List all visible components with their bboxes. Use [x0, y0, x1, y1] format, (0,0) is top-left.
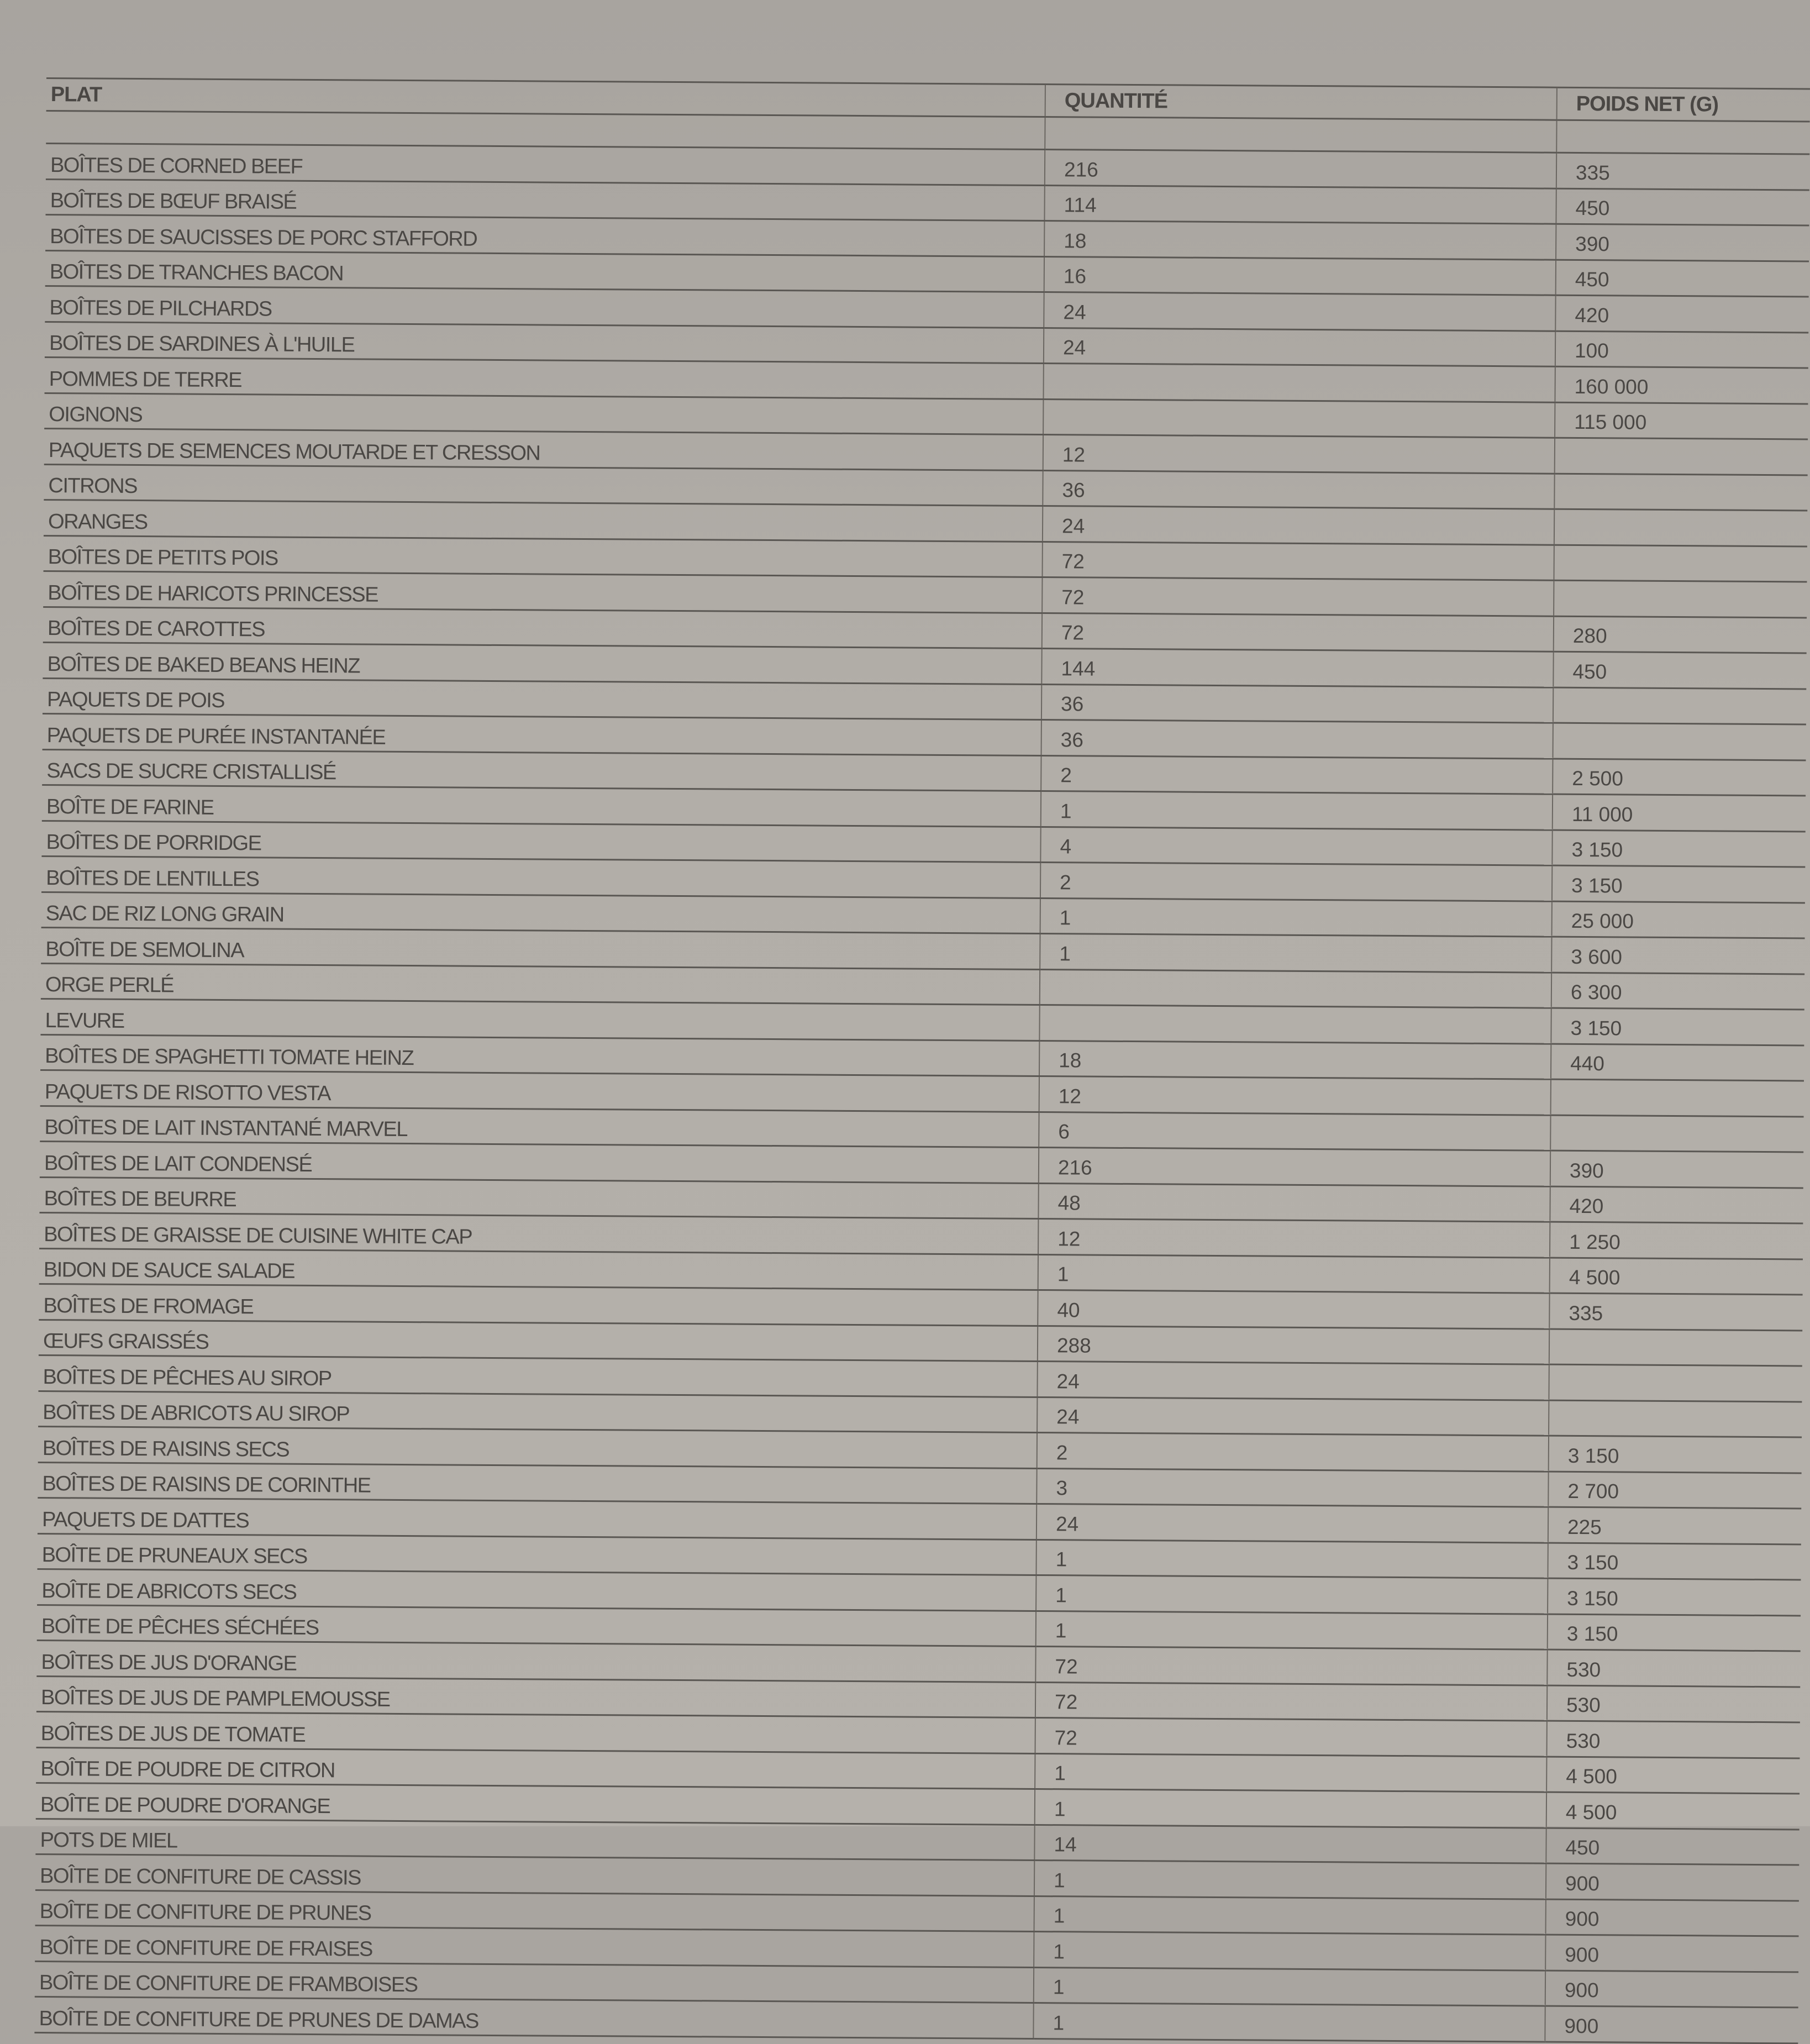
- cell-plat: BOÎTE DE CONFITURE DE PRUNES DE DAMAS: [34, 1996, 1033, 2038]
- cell-plat: BOÎTES DE BAKED BEANS HEINZ: [43, 642, 1041, 684]
- cell-quantite: 2: [1041, 755, 1553, 794]
- cell-quantite: 16: [1044, 256, 1556, 295]
- cell-poids: 3 600: [1551, 937, 1804, 974]
- cell-quantite: 1: [1036, 1575, 1548, 1614]
- cell-quantite: 24: [1044, 328, 1555, 366]
- cell-quantite: 18: [1044, 221, 1556, 260]
- cell-plat: BOÎTES DE TRANCHES BACON: [45, 250, 1044, 292]
- cell-poids: 3 150: [1548, 1578, 1801, 1615]
- cell-plat: ŒUFS GRAISSÉS: [39, 1320, 1038, 1362]
- cell-quantite: 1: [1034, 1860, 1546, 1899]
- cell-poids: 450: [1556, 188, 1809, 225]
- cell-plat: BOÎTE DE FARINE: [42, 785, 1041, 827]
- cell-poids: 900: [1546, 1863, 1799, 1900]
- cell-poids: 440: [1551, 1044, 1804, 1081]
- cell-quantite: 1: [1035, 1753, 1546, 1792]
- cell-quantite: 24: [1037, 1362, 1549, 1400]
- cell-quantite: 24: [1036, 1504, 1548, 1542]
- cell-quantite: 72: [1035, 1717, 1547, 1756]
- cell-quantite: [1043, 364, 1555, 402]
- cell-poids: 4 500: [1550, 1258, 1803, 1295]
- cell-plat: SAC DE RIZ LONG GRAIN: [41, 892, 1040, 934]
- cell-poids: 335: [1556, 153, 1809, 190]
- cell-quantite: 216: [1039, 1148, 1550, 1186]
- cell-poids: [1554, 545, 1807, 582]
- cell-plat: BOÎTES DE BEURRE: [39, 1177, 1038, 1219]
- cell-quantite: 24: [1037, 1397, 1549, 1436]
- cell-quantite: 40: [1038, 1290, 1549, 1329]
- cell-plat: BOÎTES DE HARICOTS PRINCESSE: [43, 571, 1042, 613]
- cell-plat: BOÎTES DE RAISINS DE CORINTHE: [38, 1462, 1036, 1504]
- cell-poids: [1553, 687, 1806, 724]
- cell-plat: BOÎTES DE LAIT INSTANTANÉ MARVEL: [40, 1106, 1039, 1148]
- cell-quantite: 36: [1043, 470, 1554, 509]
- cell-quantite: [1039, 1005, 1551, 1044]
- cell-plat: PAQUETS DE DATTES: [38, 1497, 1036, 1539]
- cell-poids: 450: [1556, 260, 1809, 297]
- cell-plat: BOÎTES DE FROMAGE: [39, 1284, 1038, 1326]
- cell-plat: BOÎTE DE ABRICOTS SECS: [37, 1569, 1036, 1611]
- cell-poids: 390: [1556, 224, 1809, 261]
- cell-plat: BOÎTES DE PÊCHES AU SIROP: [38, 1355, 1037, 1397]
- cell-plat: BOÎTES DE LENTILLES: [41, 856, 1040, 898]
- cell-poids: 115 000: [1555, 402, 1808, 439]
- table-body: [34, 111, 1809, 2043]
- cell-plat: ORANGES: [44, 500, 1043, 542]
- cell-plat: BOÎTES DE PILCHARDS: [45, 286, 1044, 328]
- cell-plat: POTS DE MIEL: [35, 1819, 1034, 1861]
- cell-plat: BIDON DE SAUCE SALADE: [39, 1248, 1038, 1290]
- cell-quantite: 72: [1043, 542, 1554, 580]
- cell-plat: BOÎTES DE JUS DE TOMATE: [36, 1711, 1035, 1753]
- cell-plat: PAQUETS DE PURÉE INSTANTANÉE: [43, 713, 1041, 755]
- cell-quantite: 72: [1035, 1682, 1547, 1721]
- cell-quantite: 1: [1040, 934, 1551, 973]
- cell-quantite: 2: [1037, 1432, 1549, 1471]
- cell-quantite: 24: [1044, 292, 1555, 331]
- cell-quantite: 1: [1036, 1539, 1548, 1578]
- cell-plat: BOÎTES DE SARDINES À L'HUILE: [45, 322, 1044, 364]
- cell-poids: 25 000: [1552, 901, 1805, 938]
- cell-plat: BOÎTES DE CAROTTES: [43, 607, 1042, 649]
- cell-plat: BOÎTES DE JUS D'ORANGE: [36, 1640, 1035, 1682]
- cell-plat: BOÎTE DE SEMOLINA: [41, 927, 1040, 969]
- spacer-cell: [46, 111, 1045, 149]
- cell-quantite: 144: [1041, 649, 1553, 687]
- header-plat: PLAT: [46, 78, 1045, 117]
- inventory-table: [34, 77, 1810, 2044]
- cell-poids: [1549, 1329, 1802, 1366]
- cell-quantite: 1: [1034, 1967, 1545, 2006]
- cell-poids: 530: [1547, 1685, 1800, 1722]
- cell-poids: 3 150: [1548, 1614, 1801, 1651]
- cell-poids: 4 500: [1546, 1757, 1800, 1794]
- cell-quantite: 14: [1034, 1825, 1546, 1863]
- cell-plat: BOÎTES DE SPAGHETTI TOMATE HEINZ: [40, 1034, 1039, 1076]
- cell-poids: 225: [1548, 1507, 1801, 1544]
- cell-quantite: 1: [1038, 1254, 1550, 1293]
- cell-plat: BOÎTES DE GRAISSE DE CUISINE WHITE CAP: [39, 1212, 1038, 1254]
- cell-plat: BOÎTES DE LAIT CONDENSÉ: [40, 1141, 1039, 1183]
- cell-quantite: 288: [1038, 1326, 1549, 1364]
- cell-plat: BOÎTE DE PRUNEAUX SECS: [38, 1533, 1036, 1575]
- cell-poids: 100: [1555, 331, 1808, 368]
- cell-quantite: 114: [1044, 185, 1556, 224]
- cell-plat: BOÎTES DE CORNED BEEF: [46, 143, 1045, 185]
- cell-plat: BOÎTES DE RAISINS SECS: [38, 1426, 1037, 1468]
- cell-poids: 3 150: [1551, 1008, 1804, 1045]
- cell-quantite: 72: [1042, 577, 1554, 616]
- cell-poids: 6 300: [1551, 973, 1804, 1010]
- cell-plat: SACS DE SUCRE CRISTALLISÉ: [42, 749, 1041, 791]
- cell-poids: [1550, 1115, 1803, 1152]
- cell-plat: BOÎTE DE CONFITURE DE PRUNES: [35, 1890, 1034, 1932]
- cell-poids: 1 250: [1550, 1222, 1803, 1259]
- cell-plat: BOÎTE DE CONFITURE DE CASSIS: [35, 1854, 1034, 1896]
- cell-plat: BOÎTES DE BŒUF BRAISÉ: [45, 179, 1044, 221]
- cell-quantite: 4: [1040, 827, 1552, 865]
- inventory-table-wrapper: [34, 77, 1810, 2044]
- cell-quantite: 24: [1043, 506, 1554, 545]
- cell-quantite: 1: [1034, 1931, 1545, 1970]
- cell-poids: 420: [1555, 295, 1808, 332]
- cell-quantite: 18: [1039, 1041, 1551, 1079]
- cell-quantite: 1: [1033, 2003, 1545, 2041]
- cell-plat: POMMES DE TERRE: [45, 357, 1044, 399]
- cell-quantite: [1043, 399, 1555, 438]
- cell-quantite: 2: [1040, 863, 1552, 901]
- cell-poids: 2 700: [1548, 1472, 1801, 1509]
- cell-plat: CITRONS: [44, 464, 1043, 506]
- cell-poids: [1549, 1364, 1802, 1401]
- cell-quantite: 216: [1045, 150, 1556, 188]
- cell-poids: 450: [1553, 651, 1806, 689]
- cell-plat: PAQUETS DE RISOTTO VESTA: [40, 1070, 1039, 1112]
- cell-poids: [1555, 438, 1808, 475]
- cell-poids: [1554, 474, 1807, 511]
- cell-plat: BOÎTE DE CONFITURE DE FRAMBOISES: [35, 1961, 1034, 2003]
- spacer-cell: [1045, 117, 1556, 153]
- cell-quantite: 6: [1039, 1112, 1550, 1150]
- cell-quantite: 1: [1041, 791, 1553, 830]
- cell-poids: 335: [1549, 1293, 1802, 1330]
- cell-poids: 2 500: [1553, 759, 1806, 796]
- cell-quantite: [1040, 969, 1551, 1008]
- cell-poids: 3 150: [1548, 1543, 1801, 1580]
- cell-plat: ORGE PERLÉ: [41, 963, 1040, 1005]
- cell-plat: BOÎTE DE PÊCHES SÉCHÉES: [37, 1605, 1036, 1647]
- cell-quantite: 1: [1034, 1896, 1546, 1935]
- cell-poids: 280: [1554, 616, 1807, 653]
- cell-quantite: 3: [1036, 1468, 1548, 1507]
- cell-poids: [1554, 580, 1807, 617]
- cell-plat: BOÎTE DE POUDRE DE CITRON: [36, 1747, 1035, 1789]
- cell-poids: 450: [1546, 1828, 1799, 1865]
- cell-poids: 900: [1546, 1899, 1799, 1936]
- cell-poids: 390: [1550, 1150, 1803, 1187]
- cell-poids: 900: [1545, 2006, 1798, 2043]
- cell-poids: 420: [1550, 1186, 1803, 1223]
- cell-plat: BOÎTES DE ABRICOTS AU SIROP: [38, 1391, 1037, 1433]
- cell-plat: PAQUETS DE SEMENCES MOUTARDE ET CRESSON: [44, 428, 1043, 470]
- cell-plat: BOÎTES DE PORRIDGE: [41, 821, 1040, 863]
- spacer-cell: [1556, 120, 1809, 154]
- cell-quantite: 48: [1038, 1183, 1550, 1222]
- header-quantite: QUANTITÉ: [1045, 85, 1557, 120]
- cell-poids: 3 150: [1549, 1436, 1802, 1473]
- cell-poids: 160 000: [1555, 366, 1808, 403]
- cell-plat: BOÎTES DE JUS DE PAMPLEMOUSSE: [36, 1676, 1035, 1718]
- cell-plat: BOÎTES DE PETITS POIS: [44, 535, 1043, 577]
- cell-poids: [1549, 1400, 1802, 1437]
- cell-plat: OIGNONS: [44, 393, 1043, 435]
- cell-poids: 3 150: [1552, 830, 1805, 867]
- cell-poids: 3 150: [1552, 865, 1805, 902]
- cell-poids: 900: [1545, 1935, 1798, 1972]
- cell-poids: 530: [1546, 1721, 1800, 1758]
- header-poids: POIDS NET (G): [1557, 87, 1810, 122]
- cell-quantite: 36: [1041, 720, 1553, 759]
- cell-quantite: 72: [1042, 613, 1554, 651]
- cell-plat: LEVURE: [40, 999, 1039, 1041]
- cell-poids: 11 000: [1553, 794, 1806, 831]
- cell-quantite: 1: [1036, 1611, 1548, 1649]
- cell-poids: [1551, 1079, 1804, 1116]
- cell-quantite: 12: [1038, 1219, 1550, 1258]
- cell-quantite: 12: [1039, 1076, 1551, 1115]
- cell-plat: PAQUETS DE POIS: [43, 678, 1041, 720]
- cell-quantite: 72: [1035, 1646, 1547, 1685]
- cell-quantite: 1: [1040, 898, 1552, 937]
- cell-poids: [1554, 509, 1807, 546]
- cell-quantite: 1: [1035, 1789, 1546, 1827]
- cell-poids: [1553, 723, 1806, 760]
- cell-quantite: 36: [1041, 684, 1553, 723]
- cell-plat: BOÎTE DE POUDRE D'ORANGE: [36, 1783, 1035, 1825]
- cell-quantite: 12: [1043, 435, 1555, 474]
- cell-poids: 530: [1547, 1649, 1800, 1686]
- cell-plat: BOÎTES DE SAUCISSES DE PORC STAFFORD: [45, 214, 1044, 256]
- cell-poids: 900: [1545, 1971, 1798, 2008]
- cell-poids: 4 500: [1546, 1792, 1800, 1829]
- cell-plat: BOÎTE DE CONFITURE DE FRAISES: [35, 1925, 1034, 1967]
